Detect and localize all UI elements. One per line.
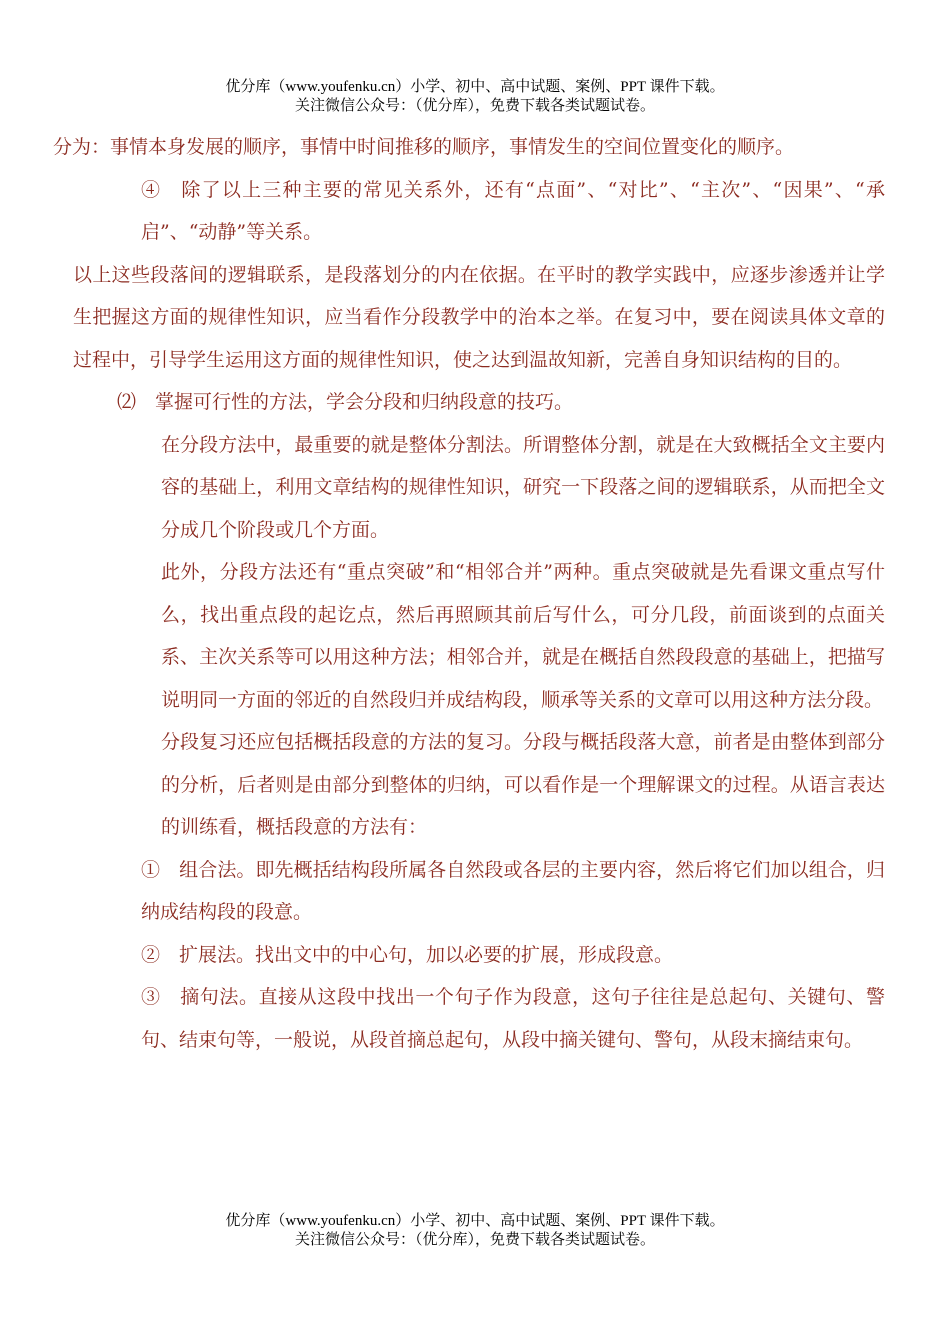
paragraph-method-combination: ① 组合法。即先概括结构段所属各自然段或各层的主要内容，然后将它们加以组合，归纳成结构段的段意。 — [141, 858, 885, 923]
document-body — [53, 126, 885, 1061]
footer-line-1: 优分库（www.youfenku.cn）小学、初中、高中试题、案例、PPT 课件下载。 — [225, 1213, 725, 1229]
paragraph-logical-basis: 以上这些段落间的逻辑联系，是段落划分的内在依据。在平时的教学实践中，应逐步渗透并让学生把握这方面的规律性知识，应当看作分段教学中的治本之举。在复习中，要在阅读具体文章的过程中，引导学生运用这方面的规律性知识，使之达到温故知新，完善自身知识结构的目的。 — [73, 263, 885, 371]
paragraph-whole-division: 在分段方法中，最重要的就是整体分割法。所谓整体分割，就是在大致概括全文主要内容的基础上，利用文章结构的规律性知识，研究一下段落之间的逻辑联系，从而把全文分成几个阶段或几个方面。 — [161, 433, 885, 541]
page-header — [0, 78, 950, 116]
page-footer — [0, 1212, 950, 1250]
paragraph-other-methods: 此外，分段方法还有“重点突破”和“相邻合并”两种。重点突破就是先看课文重点写什么，找出重点段的起讫点，然后再照顾其前后写什么，可分几段，前面谈到的点面关系、主次关系等可以用这种方法；相邻合并，就是在概括自然段段意的基础上，把描写说明同一方面的邻近的自然段归并成结构段，顺承等关系的文章可以用这种方法分段。 — [161, 561, 885, 711]
paragraph-item-4-other-relations: ④ 除了以上三种主要的常见关系外，还有“点面”、“对比”、“主次”、“因果”、“承启”、“动静”等关系。 — [141, 178, 885, 243]
paragraph-method-extraction: ③ 摘句法。直接从这段中找出一个句子作为段意，这句子往往是总起句、关键句、警句、结束句等，一般说，从段首摘总起句，从段中摘关键句、警句，从段末摘结束句。 — [141, 986, 885, 1051]
paragraph-summary-review: 分段复习还应包括概括段意的方法的复习。分段与概括段落大意，前者是由整体到部分的分析，后者则是由部分到整体的归纳，可以看作是一个理解课文的过程。从语言表达的训练看，概括段意的方法有： — [161, 731, 885, 838]
paragraph-method-expansion: ② 扩展法。找出文中的中心句，加以必要的扩展，形成段意。 — [141, 943, 674, 966]
header-line-2: 关注微信公众号：（优分库），免费下载各类试题试卷。 — [294, 98, 655, 114]
header-line-1: 优分库（www.youfenku.cn）小学、初中、高中试题、案例、PPT 课件下载。 — [225, 79, 725, 95]
paragraph-sequence-types: 分为：事情本身发展的顺序，事情中时间推移的顺序，事情发生的空间位置变化的顺序。 — [53, 136, 795, 158]
paragraph-heading-2-methods: ⑵ 掌握可行性的方法，学会分段和归纳段意的技巧。 — [117, 391, 574, 413]
footer-line-2: 关注微信公众号：（优分库），免费下载各类试题试卷。 — [294, 1232, 655, 1248]
